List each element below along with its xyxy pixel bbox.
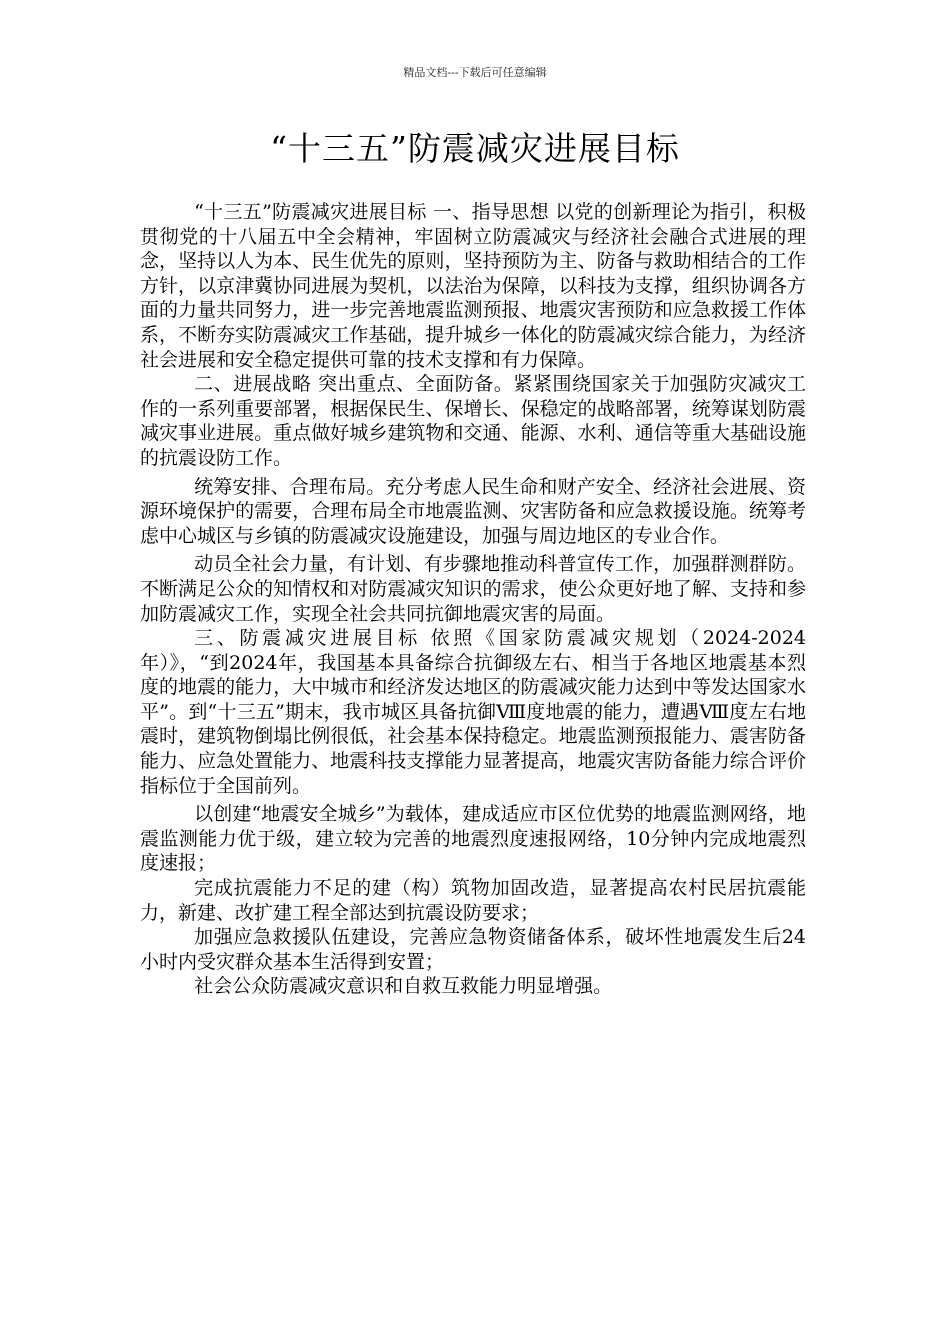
paragraph-overall-planning: 统筹安排、合理布局。充分考虑人民生命和财产安全、经济社会进展、资源环境保护的需要，合理布局全市地震监测、灾害防备和应急救援设施。统筹考虑中心城区与乡镇的防震减灾设施建设，加强与周边地区的专业合作。: [140, 475, 806, 547]
paragraph-public-awareness: 社会公众防震减灾意识和自救互救能力明显增强。: [194, 975, 613, 998]
paragraph-strategy: 二、进展战略 突出重点、全面防备。紧紧围绕国家关于加强防灾减灾工作的一系列重要部署，根据保民生、保增长、保稳定的战略部署，统筹谋划防震减灾事业进展。重点做好城乡建筑物和交通、能源、水利、通信等重大基础设施的抗震设防工作。: [140, 373, 806, 469]
document-title: “十三五”防震减灾进展目标: [270, 129, 680, 168]
paragraph-goals: 三、防震减灾进展目标 依照《国家防震减灾规划（2024-2024年）》，“到2024年，我国基本具备综合抗御级左右、相当于各地区地震基本烈度的地震的能力，大中城市和经济发达地区的防震减灾能力达到中等发达国家水平”。到“十三五”期末，我市城区具备抗御Ⅷ度地震的能力，遭遇Ⅷ度左右地震时，建筑物倒塌比例很低，社会基本保持稳定。地震监测预报能力、震害防备能力、应急处置能力、地震科技支撑能力显著提高，地震灾害防备能力综合评价指标位于全国前列。: [140, 627, 806, 797]
paragraph-monitoring-network: 以创建“地震安全城乡”为载体，建成适应市区位优势的地震监测网络，地震监测能力优于级，建立较为完善的地震烈度速报网络，10分钟内完成地震烈度速报；: [140, 803, 806, 875]
header-note: 精品文档---下载后可任意编辑: [403, 66, 547, 79]
paragraph-social-mobilization: 动员全社会力量，有计划、有步骤地推动科普宣传工作，加强群测群防。不断满足公众的知情权和对防震减灾知识的需求，使公众更好地了解、支持和参加防震减灾工作，实现全社会共同抗御地震灾害的局面。: [140, 553, 806, 625]
paragraph-building-reinforcement: 完成抗震能力不足的建（构）筑物加固改造，显著提高农村民居抗震能力，新建、改扩建工程全部达到抗震设防要求；: [140, 877, 806, 924]
paragraph-guiding-thought: “十三五”防震减灾进展目标 一、指导思想 以党的创新理论为指引，积极贯彻党的十八届五中全会精神，牢固树立防震减灾与经济社会融合式进展的理念，坚持以人为本、民生优先的原则，坚持预防为主、防备与救助相结合的工作方针，以京津冀协同进展为契机，以法治为保障，以科技为支撑，组织协调各方面的力量共同努力，进一步完善地震监测预报、地震灾害预防和应急救援工作体系，不断夯实防震减灾工作基础，提升城乡一体化的防震减灾综合能力，为经济社会进展和安全稳定提供可靠的技术支撑和有力保障。: [140, 201, 806, 371]
paragraph-emergency-rescue: 加强应急救援队伍建设，完善应急物资储备体系，破坏性地震发生后24小时内受灾群众基本生活得到安置；: [140, 926, 806, 973]
document-body: [140, 200, 806, 999]
